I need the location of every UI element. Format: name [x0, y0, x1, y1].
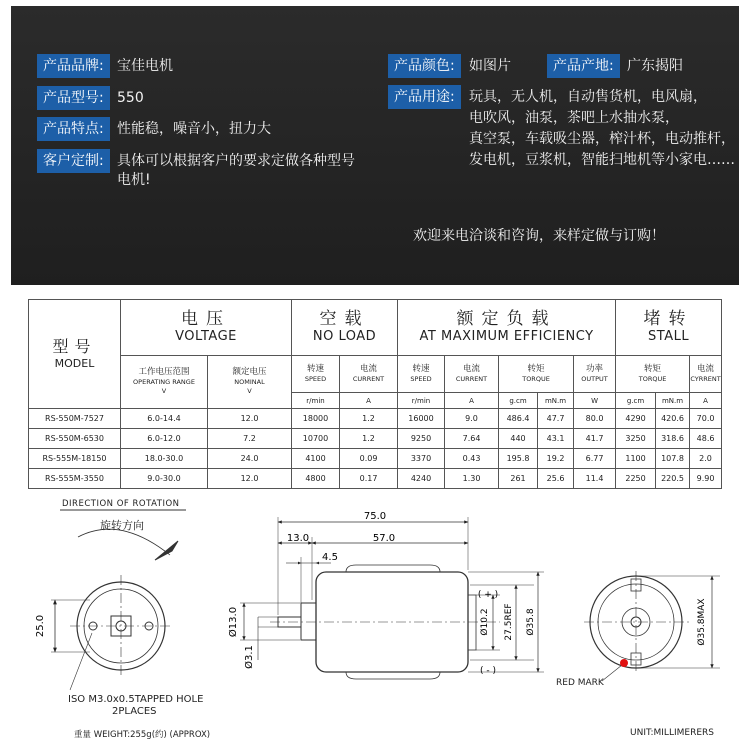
st-current-header [690, 355, 722, 393]
table-cell: 12.0 [208, 408, 292, 428]
hole-note-1: ISO M3.0x0.5TAPPED HOLE [68, 694, 204, 705]
color-label: 产品颜色: [388, 54, 461, 78]
model-label: 产品型号: [37, 86, 110, 110]
table-cell: 440 [499, 428, 538, 448]
st-torque-header [616, 355, 690, 393]
unit-cell: g.cm [499, 393, 538, 409]
dim-d35-8: Ø35.8 [526, 608, 536, 636]
table-cell: 1.30 [445, 468, 499, 488]
table-cell: 24.0 [208, 448, 292, 468]
me-output-cn: 功率 [586, 363, 604, 374]
op-range-cn: 工作电压范围 [138, 367, 190, 378]
weight-note: 重量 WEIGHT:255g(约) (APPROX) [74, 730, 211, 740]
table-cell: 3370 [398, 448, 445, 468]
dim-57: 57.0 [372, 533, 396, 544]
me-speed-en: SPEED [410, 374, 432, 383]
table-cell: 0.09 [340, 448, 398, 468]
table-cell: 12.0 [208, 468, 292, 488]
table-cell: 9.0-30.0 [121, 468, 208, 488]
red-mark-label: RED MARK [556, 678, 604, 688]
table-cell: 6.0-12.0 [121, 428, 208, 448]
table-row [29, 448, 722, 468]
spec-table [28, 299, 722, 489]
nl-speed-header [292, 355, 340, 393]
unit-cell: A [690, 393, 722, 409]
model-value: 550 [117, 90, 144, 106]
custom-value-line1: 具体可以根据客户的要求定做各种型号 [117, 153, 355, 169]
nl-current-cn: 电流 [360, 363, 378, 374]
dim-27-5ref: 27.5REF [504, 603, 514, 641]
nominal-unit: V [247, 387, 252, 396]
me-torque-cn: 转矩 [527, 363, 545, 374]
usage-label: 产品用途: [388, 85, 461, 109]
table-cell: 9250 [398, 428, 445, 448]
table-cell: 18.0-30.0 [121, 448, 208, 468]
custom-value-line2: 电机! [117, 172, 151, 188]
dim-d10-2: Ø10.2 [480, 608, 490, 636]
dim-75: 75.0 [363, 511, 387, 522]
table-cell: 4240 [398, 468, 445, 488]
model-cell: RS-555M-3550 [29, 468, 121, 488]
dim-d13: Ø13.0 [228, 606, 239, 638]
rotation-arrow-icon [155, 541, 178, 560]
dim-25: 25.0 [35, 614, 46, 638]
table-cell: 18000 [292, 408, 340, 428]
nominal-header [208, 355, 292, 408]
table-cell: 11.4 [574, 468, 616, 488]
no-load-en: NO LOAD [312, 329, 377, 345]
unit-cell: g.cm [616, 393, 656, 409]
table-cell: 2250 [616, 468, 656, 488]
max-eff-en: AT MAXIMUM EFFICIENCY [419, 329, 594, 345]
stall-cn: 堵转 [643, 309, 694, 330]
table-cell: 10700 [292, 428, 340, 448]
me-torque-en: TORQUE [522, 374, 550, 383]
unit-cell: r/min [398, 393, 445, 409]
table-cell: 80.0 [574, 408, 616, 428]
table-cell: 486.4 [499, 408, 538, 428]
voltage-cn: 电压 [181, 309, 231, 330]
me-output-header [574, 355, 616, 393]
unit-cell: r/min [292, 393, 340, 409]
model-cell: RS-555M-18150 [29, 448, 121, 468]
model-cell: RS-550M-7527 [29, 408, 121, 428]
table-cell: 220.5 [656, 468, 690, 488]
table-cell: 70.0 [690, 408, 722, 428]
table-cell: 4800 [292, 468, 340, 488]
table-cell: 25.6 [538, 468, 574, 488]
no-load-group-header [292, 300, 398, 356]
table-row [29, 408, 722, 428]
me-speed-header [398, 355, 445, 393]
table-row [29, 428, 722, 448]
table-cell: 9.0 [445, 408, 499, 428]
unit-cell: W [574, 393, 616, 409]
max-efficiency-group-header [398, 300, 616, 356]
nl-current-en: CURRENT [352, 374, 385, 383]
table-cell: 4290 [616, 408, 656, 428]
model-header-en: MODEL [54, 356, 95, 370]
nl-speed-en: SPEED [304, 374, 327, 383]
model-header-cn: 型号 [52, 336, 97, 356]
welcome-text: 欢迎来电洽谈和咨询，来样定做与订购！ [413, 228, 665, 244]
model-cell: RS-550M-6530 [29, 428, 121, 448]
st-current-cn: 电流 [697, 363, 715, 374]
op-range-en: OPERATING RANGE [133, 378, 195, 387]
table-cell: 41.7 [574, 428, 616, 448]
rotation-label-en: DIRECTION OF ROTATION [62, 499, 180, 509]
rotation-label-cn: 旋转方向 [100, 519, 144, 532]
table-cell: 6.77 [574, 448, 616, 468]
dim-13: 13.0 [286, 533, 310, 544]
stall-group-header [616, 300, 722, 356]
product-info-panel [11, 6, 739, 285]
origin-value: 广东揭阳 [627, 58, 683, 74]
unit-cell: mN.m [656, 393, 690, 409]
usage-line-1: 玩具，无人机，自动售货机，电风扇， [469, 89, 707, 105]
brand-label: 产品品牌: [37, 54, 110, 78]
feature-label: 产品特点: [37, 117, 110, 141]
left-end-view [51, 510, 186, 690]
origin-label: 产品产地: [547, 54, 620, 78]
table-cell: 47.7 [538, 408, 574, 428]
feature-value: 性能稳，噪音小，扭力大 [117, 121, 271, 137]
unit-note: UNIT:MILLIMERERS [630, 728, 714, 738]
nominal-en: NOMINAL [234, 378, 265, 387]
spec-rows [29, 408, 722, 488]
me-current-en: CURRENT [455, 374, 488, 383]
table-cell: 107.8 [656, 448, 690, 468]
model-header [29, 300, 121, 409]
table-cell: 0.17 [340, 468, 398, 488]
dim-d35-8max: Ø35.8MAX [697, 598, 707, 646]
table-cell: 1100 [616, 448, 656, 468]
op-range-unit: V [161, 387, 167, 396]
custom-label: 客户定制: [37, 149, 110, 173]
dim-d3-1: Ø3.1 [244, 645, 255, 669]
table-cell: 1.2 [340, 428, 398, 448]
table-cell: 7.64 [445, 428, 499, 448]
me-speed-cn: 转速 [412, 363, 430, 374]
nl-speed-cn: 转速 [307, 363, 325, 374]
table-cell: 16000 [398, 408, 445, 428]
table-cell: 6.0-14.4 [121, 408, 208, 428]
max-eff-cn: 额定负载 [456, 309, 557, 330]
hole-note-2: 2PLACES [112, 706, 157, 717]
me-output-en: OUTPUT [581, 374, 608, 383]
usage-line-3: 真空泵，车载吸尘器，榨汁杯，电动推杆， [469, 131, 735, 147]
brand-value: 宝佳电机 [117, 58, 173, 74]
usage-line-4: 发电机，豆浆机，智能扫地机等小家电…… [469, 152, 735, 168]
table-cell: 3250 [616, 428, 656, 448]
table-cell: 9.90 [690, 468, 722, 488]
table-cell: 1.2 [340, 408, 398, 428]
table-cell: 43.1 [538, 428, 574, 448]
table-cell: 318.6 [656, 428, 690, 448]
st-torque-cn: 转矩 [644, 363, 662, 374]
op-range-header [121, 355, 208, 408]
table-cell: 0.43 [445, 448, 499, 468]
table-cell: 7.2 [208, 428, 292, 448]
me-current-cn: 电流 [463, 363, 481, 374]
table-cell: 195.8 [499, 448, 538, 468]
me-current-header [445, 355, 499, 393]
usage-line-2: 电吹风，油泵，茶吧上水抽水泵， [469, 110, 679, 126]
table-cell: 261 [499, 468, 538, 488]
table-cell: 19.2 [538, 448, 574, 468]
color-value: 如图片 [469, 58, 511, 74]
minus-terminal: ( - ) [480, 666, 496, 676]
me-torque-header [499, 355, 574, 393]
red-mark-dot [620, 659, 628, 667]
voltage-group-header [121, 300, 292, 356]
table-cell: 2.0 [690, 448, 722, 468]
table-cell: 420.6 [656, 408, 690, 428]
voltage-en: VOLTAGE [175, 329, 237, 345]
unit-cell: A [340, 393, 398, 409]
table-cell: 48.6 [690, 428, 722, 448]
unit-cell: mN.m [538, 393, 574, 409]
st-torque-en: TORQUE [638, 374, 667, 383]
dim-4-5: 4.5 [322, 552, 338, 563]
nominal-cn: 额定电压 [232, 367, 267, 378]
stall-en: STALL [648, 329, 690, 345]
no-load-cn: 空载 [319, 309, 370, 330]
unit-cell: A [445, 393, 499, 409]
plus-terminal: ( + ) [477, 590, 499, 600]
st-current-en: CYRRENT [690, 374, 721, 383]
table-cell: 4100 [292, 448, 340, 468]
nl-current-header [340, 355, 398, 393]
